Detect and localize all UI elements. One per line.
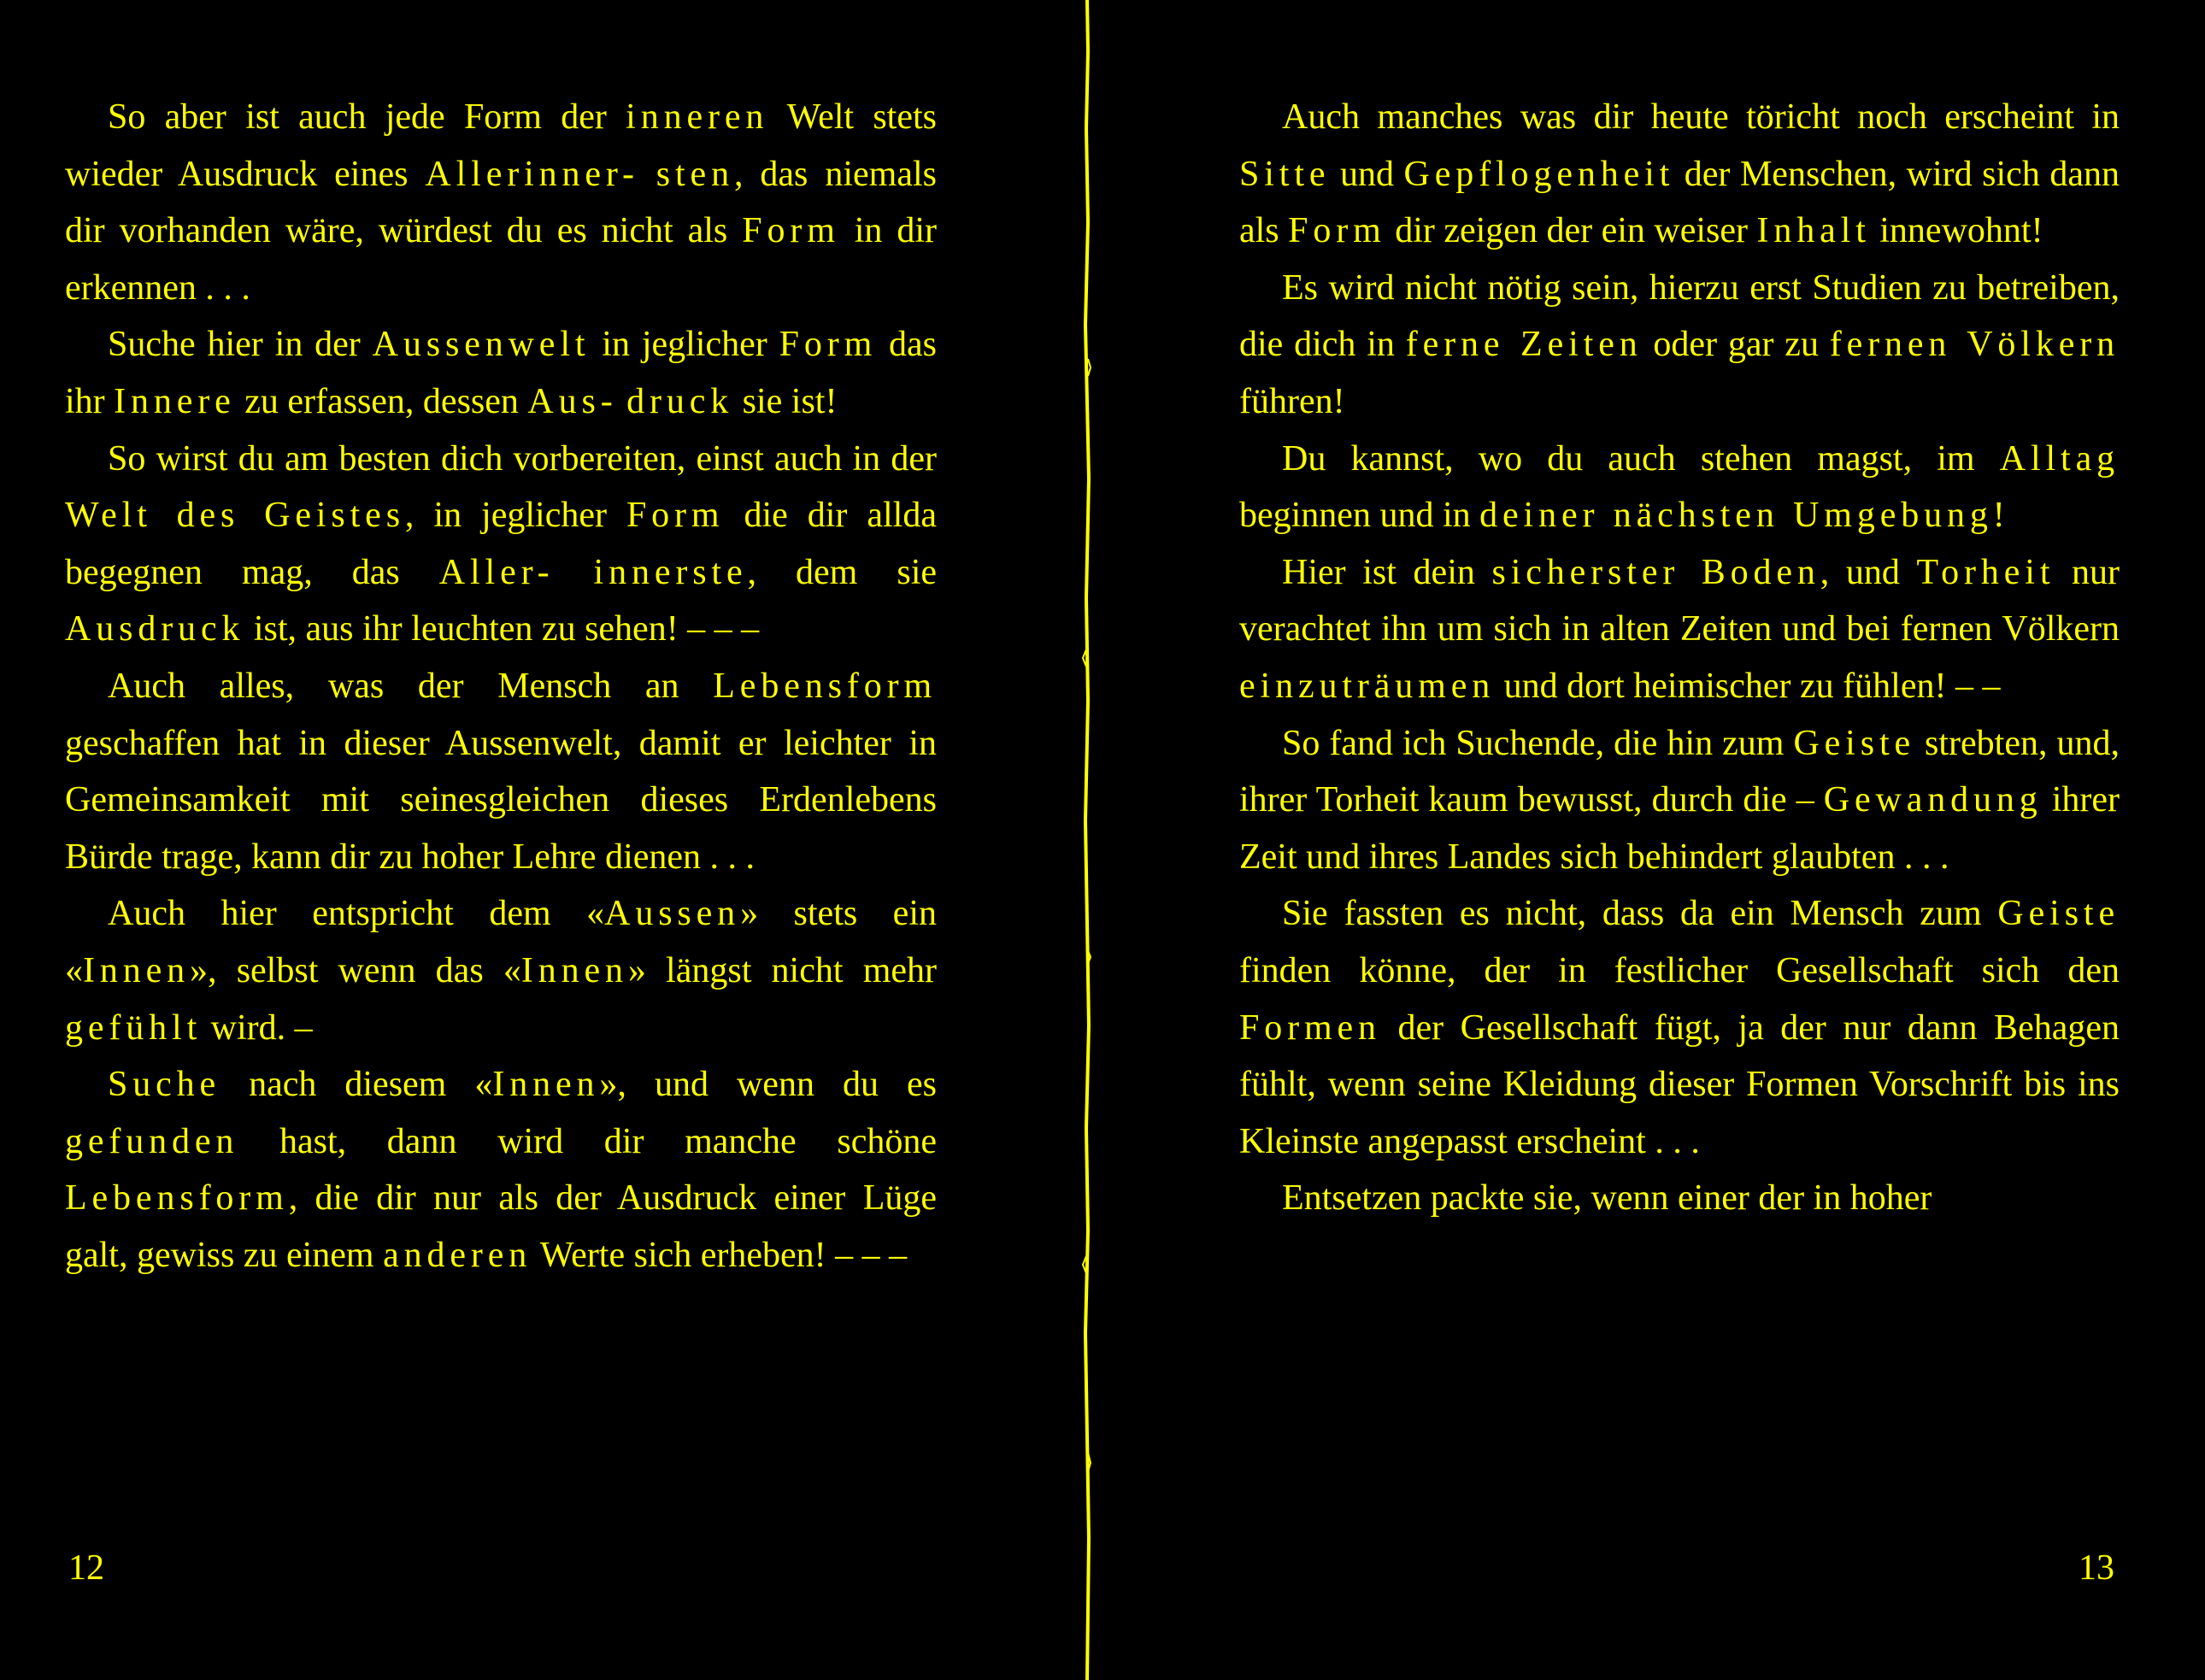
spaced-emphasis: deiner nächsten Umgebung xyxy=(1479,496,1993,536)
spaced-emphasis: fernen Völkern xyxy=(1829,325,2120,365)
spaced-emphasis: Welt des Geistes xyxy=(65,496,405,536)
spaced-emphasis: Aussen xyxy=(604,894,741,934)
paragraph: So aber ist auch jede Form der inneren Welt stets wieder Ausdruck eines Allerinner- sten, das niemals dir vorhanden wäre, würdest du es nicht als Form in dir erkennen . . . xyxy=(65,97,938,308)
page-number-left: 12 xyxy=(68,1548,104,1588)
right-page xyxy=(1239,89,2120,1227)
spaced-emphasis: innerste xyxy=(593,552,748,592)
spaced-emphasis: Form xyxy=(742,211,840,251)
spaced-emphasis: gefunden xyxy=(65,1121,239,1161)
spaced-emphasis: Alltag xyxy=(1999,438,2120,479)
spaced-emphasis: sten xyxy=(656,154,734,194)
page-number-right: 13 xyxy=(2079,1548,2114,1588)
paragraph: Auch alles, was der Mensch an Lebensform geschaffen hat in dieser Aussenwelt, damit er leichter in Gemeinsamkeit mit seinesgleichen dieses Erdenlebens Bürde trage, kann dir zu hoher Lehre dienen . . . xyxy=(65,666,937,877)
spaced-emphasis: ferne Zeiten xyxy=(1405,325,1643,365)
spaced-emphasis: inneren xyxy=(626,97,769,137)
spaced-emphasis: Formen xyxy=(1239,1007,1381,1048)
paragraph: Es wird nicht nötig sein, hierzu erst Studien zu betreiben, die dich in ferne Zeiten oder gar zu fernen Völkern führen! xyxy=(1239,267,2120,421)
spaced-emphasis: Form xyxy=(1288,211,1386,251)
spaced-emphasis: Ausdruck xyxy=(65,609,245,649)
spaced-emphasis: Lebensform xyxy=(713,666,937,706)
spaced-emphasis: Form xyxy=(626,496,725,536)
spaced-emphasis: Gepflogenheit xyxy=(1403,154,1675,194)
spaced-emphasis: Geiste xyxy=(1793,723,1916,763)
spaced-emphasis: Gewandung xyxy=(1823,780,2043,820)
paragraph: Entsetzen packte sie, wenn einer der in hoher xyxy=(1282,1178,1932,1219)
paragraph: Du kannst, wo du auch stehen magst, im Alltag beginnen und in deiner nächsten Umgebung! xyxy=(1239,438,2120,536)
spaced-emphasis: druck xyxy=(626,381,734,421)
spaced-emphasis: Aller- xyxy=(438,552,555,592)
spaced-emphasis: einzuträumen xyxy=(1239,666,1496,706)
spaced-emphasis: Innen xyxy=(520,950,628,990)
spaced-emphasis: Lebensform xyxy=(65,1178,289,1219)
book-gutter-crease xyxy=(1079,0,1096,1680)
spaced-emphasis: Suche xyxy=(108,1065,221,1105)
spaced-emphasis: Allerinner- xyxy=(425,154,639,194)
paragraph: Hier ist dein sicherster Boden, und Torheit nur verachtet ihn um sich in alten Zeiten und bei fernen Völkern einzuträumen und dort heimischer zu fühlen! – – xyxy=(1239,552,2120,706)
spaced-emphasis: anderen xyxy=(383,1235,532,1275)
spaced-emphasis: Innen xyxy=(492,1065,600,1105)
left-page-text xyxy=(65,89,937,1283)
paragraph: Auch manches was dir heute töricht noch erscheint in Sitte und Gepflogenheit der Menschen, wird sich dann als Form dir zeigen der ein weiser Inhalt innewohnt! xyxy=(1239,97,2120,251)
spaced-emphasis: Form xyxy=(779,325,878,365)
spaced-emphasis: Sitte xyxy=(1239,154,1331,194)
left-page xyxy=(65,89,937,1283)
paragraph: Auch hier entspricht dem «Aussen» stets ein «Innen», selbst wenn das «Innen» längst nicht mehr gefühlt wird. – xyxy=(65,894,937,1048)
spaced-emphasis: Innere xyxy=(114,381,236,421)
spaced-emphasis: Geiste xyxy=(1997,894,2120,934)
paragraph: So fand ich Suchende, die hin zum Geiste strebten, und, ihrer Torheit kaum bewusst, durch die – Gewandung ihrer Zeit und ihres Landes sich behindert glaubten . . . xyxy=(1239,723,2120,877)
right-page-text xyxy=(1239,89,2120,1227)
spaced-emphasis: gefühlt xyxy=(65,1007,203,1048)
spaced-emphasis: Aus- xyxy=(527,381,618,421)
paragraph: Suche nach diesem «Innen», und wenn du es gefunden hast, dann wird dir manche schöne Lebensform, die dir nur als der Ausdruck einer Lüge galt, gewiss zu einem anderen Werte sich erheben! – – – xyxy=(65,1065,937,1275)
spaced-emphasis: Torheit xyxy=(1916,552,2055,592)
paragraph: Suche hier in der Aussenwelt in jeglicher Form das ihr Innere zu erfassen, dessen Aus- druck sie ist! xyxy=(65,325,937,421)
spaced-emphasis: Inhalt xyxy=(1756,211,1871,251)
paragraph: So wirst du am besten dich vorbereiten, einst auch in der Welt des Geistes, in jeglicher Form die dir allda begegnen mag, das Aller- innerste, dem sie Ausdruck ist, aus ihr leuchten zu sehen! – – – xyxy=(65,438,938,649)
paragraph: Sie fassten es nicht, dass da ein Mensch zum Geiste finden könne, der in festlicher Gesellschaft sich den Formen der Gesellschaft fügt, ja der nur dann Behagen fühlt, wenn seine Kleidung dieser Formen Vorschrift bis ins Kleinste angepasst erscheint . . . xyxy=(1239,894,2120,1161)
spaced-emphasis: Aussenwelt xyxy=(372,325,591,365)
spaced-emphasis: sicherster Boden xyxy=(1491,552,1820,592)
spaced-emphasis: Innen xyxy=(83,950,191,990)
